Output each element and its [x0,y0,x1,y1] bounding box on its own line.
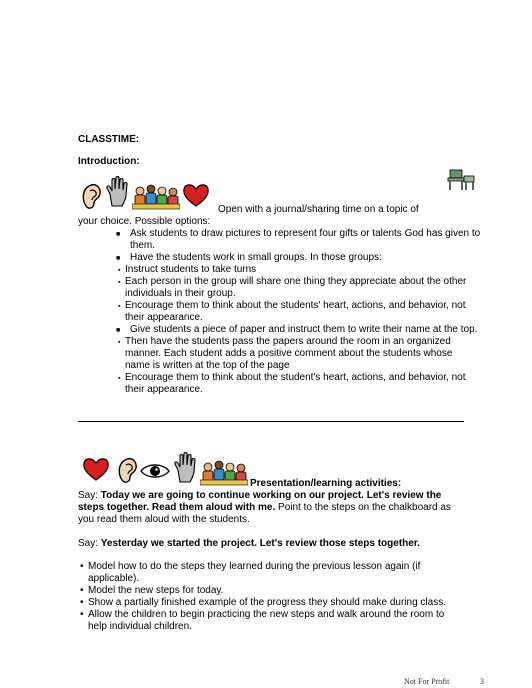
list-item-continued: applicable). [88,573,140,584]
group-children-icon [132,184,180,210]
say1-line2 [78,502,451,514]
sub-list-item-continued: name is written at the top of the page [125,360,290,371]
sub-list-item-continued: manner. Each student adds a positive comment about the students whose [125,348,453,359]
say1-bold-line1: Today we are going to continue working on our project. Let's review the [100,490,442,501]
desk-chair-icon [446,166,476,192]
square-bullet-icon: ▪ [118,375,121,382]
sub-list-item: Encourage them to think about the students' heart, actions, and behavior, not [125,300,466,311]
ear-icon [116,456,138,486]
say1-prefix: Say: [78,490,101,501]
heart-icon [82,456,110,482]
page-number: 3 [480,677,484,686]
say2-line [78,538,420,550]
sub-list-item-continued: individuals in their group. [125,288,236,299]
square-bullet-icon: ■ [116,255,121,262]
say1-rest-line2: Point to the steps on the chalkboard as [275,502,451,513]
list-item: Ask students to draw pictures to represent four gifts or talents God has given to [130,228,481,239]
square-bullet-icon: ■ [116,231,121,238]
square-bullet-icon: ■ [116,327,121,334]
sub-list-item: Then have the students pass the papers around the room in an organized [125,336,451,347]
sub-list-item-continued: their appearance. [125,312,203,323]
say1-bold-line2: steps together. Read them aloud with me. [78,502,276,513]
square-bullet-icon: ▪ [118,339,121,346]
intro-lead-line2: your choice. Possible options: [78,216,211,227]
list-item: Show a partially finished example of the progress they should make during class. [88,597,446,608]
list-item-continued: them. [130,240,156,251]
list-item: Have the students work in small groups. In those groups: [130,252,382,263]
presentation-heading: Presentation/learning activities: [250,478,402,489]
sub-list-item: Instruct students to take turns [125,264,257,275]
classtime-heading: CLASSTIME: [78,134,140,145]
hand-icon [172,452,198,484]
sub-list-item-continued: their appearance. [125,384,203,395]
dot-bullet-icon: • [80,561,84,572]
say2-prefix: Say: [78,538,101,549]
dot-bullet-icon: • [80,597,84,608]
hand-icon [104,176,130,208]
square-bullet-icon: ▪ [118,267,121,274]
dot-bullet-icon: • [80,585,84,596]
group-children-icon [200,460,248,486]
dot-bullet-icon: • [80,609,84,620]
ear-icon [80,182,102,212]
list-item: Model how to do the steps they learned during the previous lesson again (if [88,561,421,572]
list-item-continued: help individual children. [88,621,192,632]
list-item: Allow the children to begin practicing the new steps and walk around the room to [88,609,445,620]
heart-icon [182,182,210,208]
intro-lead-line1: Open with a journal/sharing time on a topic of [218,204,419,215]
square-bullet-icon: ▪ [118,279,121,286]
say1-line1 [78,490,441,502]
section-divider [78,421,464,422]
footer-label: Not For Profit [404,677,450,686]
sub-list-item: Each person in the group will share one thing they appreciate about the other [125,276,467,287]
say2-bold: Yesterday we started the project. Let's review those steps together. [100,538,420,549]
list-item: Model the new steps for today. [88,585,224,596]
list-item: Give students a piece of paper and instruct them to write their name at the top. [130,324,478,335]
say1-line3: you read them aloud with the students. [78,514,250,525]
sub-list-item: Encourage them to think about the student's heart, actions, and behavior, not [125,372,466,383]
square-bullet-icon: ▪ [118,303,121,310]
introduction-heading: Introduction: [78,156,140,167]
eye-icon [140,462,170,480]
